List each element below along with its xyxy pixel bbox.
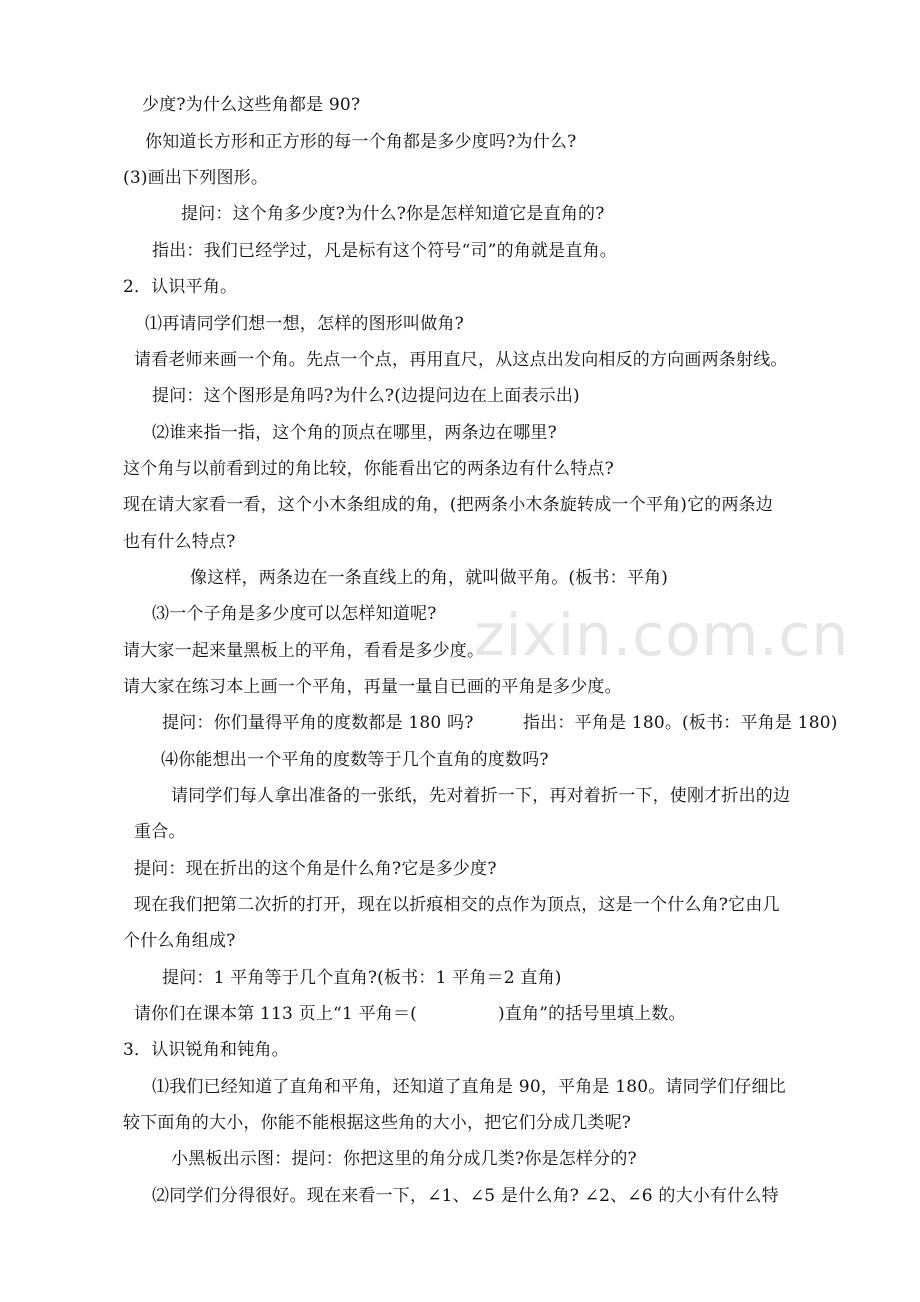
watermark: zixin.com.cn (474, 601, 850, 669)
text-line: 提问：你们量得平角的度数都是 180 吗? (162, 713, 474, 733)
text-line: 指出：我们已经学过，凡是标有这个符号“司”的角就是直角。 (152, 241, 617, 261)
text-line: 请看老师来画一个角。先点一个点，再用直尺，从这点出发向相反的方向画两条射线。 (134, 350, 788, 370)
text-line: (3)画出下列图形。 (123, 168, 269, 188)
text-line: 现在我们把第二次折的打开，现在以折痕相交的点作为顶点，这是一个什么角?它由几 (134, 895, 780, 915)
section-heading: 3．认识锐角和钝角。 (123, 1040, 289, 1060)
text-line: 像这样，两条边在一条直线上的角，就叫做平角。(板书：平角) (190, 568, 669, 588)
text-line: 小黑板出示图：提问：你把这里的角分成几类?你是怎样分的? (171, 1149, 637, 1169)
text-line: 少度?为什么这些角都是 90? (142, 95, 361, 115)
text-line: 也有什么特点? (123, 532, 236, 552)
text-line: 重合。 (134, 822, 186, 842)
text-line: 个什么角组成? (123, 931, 236, 951)
text-line: ⑵同学们分得很好。现在来看一下，∠1、∠5 是什么角? ∠2、∠6 的大小有什么特 (152, 1186, 779, 1206)
text-line: 你知道长方形和正方形的每一个角都是多少度吗?为什么? (145, 132, 577, 152)
text-line: 请大家在练习本上画一个平角，再量一量自已画的平角是多少度。 (123, 677, 622, 697)
text-line: ⑴再请同学们想一想，怎样的图形叫做角? (145, 314, 464, 334)
text-line: 指出：平角是 180。(板书：平角是 180) (523, 713, 838, 733)
text-line: 请同学们每人拿出准备的一张纸，先对着折一下，再对着折一下，使刚才折出的边 (171, 786, 791, 806)
text-line: 提问：这个角多少度?为什么?你是怎样知道它是直角的? (181, 204, 605, 224)
text-line: 提问：现在折出的这个角是什么角?它是多少度? (134, 859, 497, 879)
text-line: 这个角与以前看到过的角比较，你能看出它的两条边有什么特点? (123, 459, 614, 479)
text-line: 提问：这个图形是角吗?为什么?(边提问边在上面表示出) (152, 386, 580, 406)
section-heading: 2．认识平角。 (123, 277, 238, 297)
text-line: ⑴我们已经知道了直角和平角，还知道了直角是 90，平角是 180。请同学们仔细比 (152, 1077, 786, 1097)
text-line: ⑶一个子角是多少度可以怎样知道呢? (152, 604, 437, 624)
text-line-left-part: 请你们在课本第 113 页上“1 平角＝( (134, 1004, 417, 1024)
text-line: ⑷你能想出一个平角的度数等于几个直角的度数吗? (161, 750, 549, 770)
text-line: ⑵谁来指一指，这个角的顶点在哪里，两条边在哪里? (152, 423, 557, 443)
text-line: 提问：1 平角等于几个直角?(板书：1 平角＝2 直角) (162, 968, 562, 988)
text-line-right-part: )直角”的括号里填上数。 (498, 1004, 686, 1024)
text-line: 较下面角的大小，你能不能根据这些角的大小，把它们分成几类呢? (123, 1113, 632, 1133)
text-line: 请大家一起来量黑板上的平角，看看是多少度。 (123, 641, 485, 661)
text-line: 现在请大家看一看，这个小木条组成的角，(把两条小木条旋转成一个平角)它的两条边 (123, 495, 774, 515)
